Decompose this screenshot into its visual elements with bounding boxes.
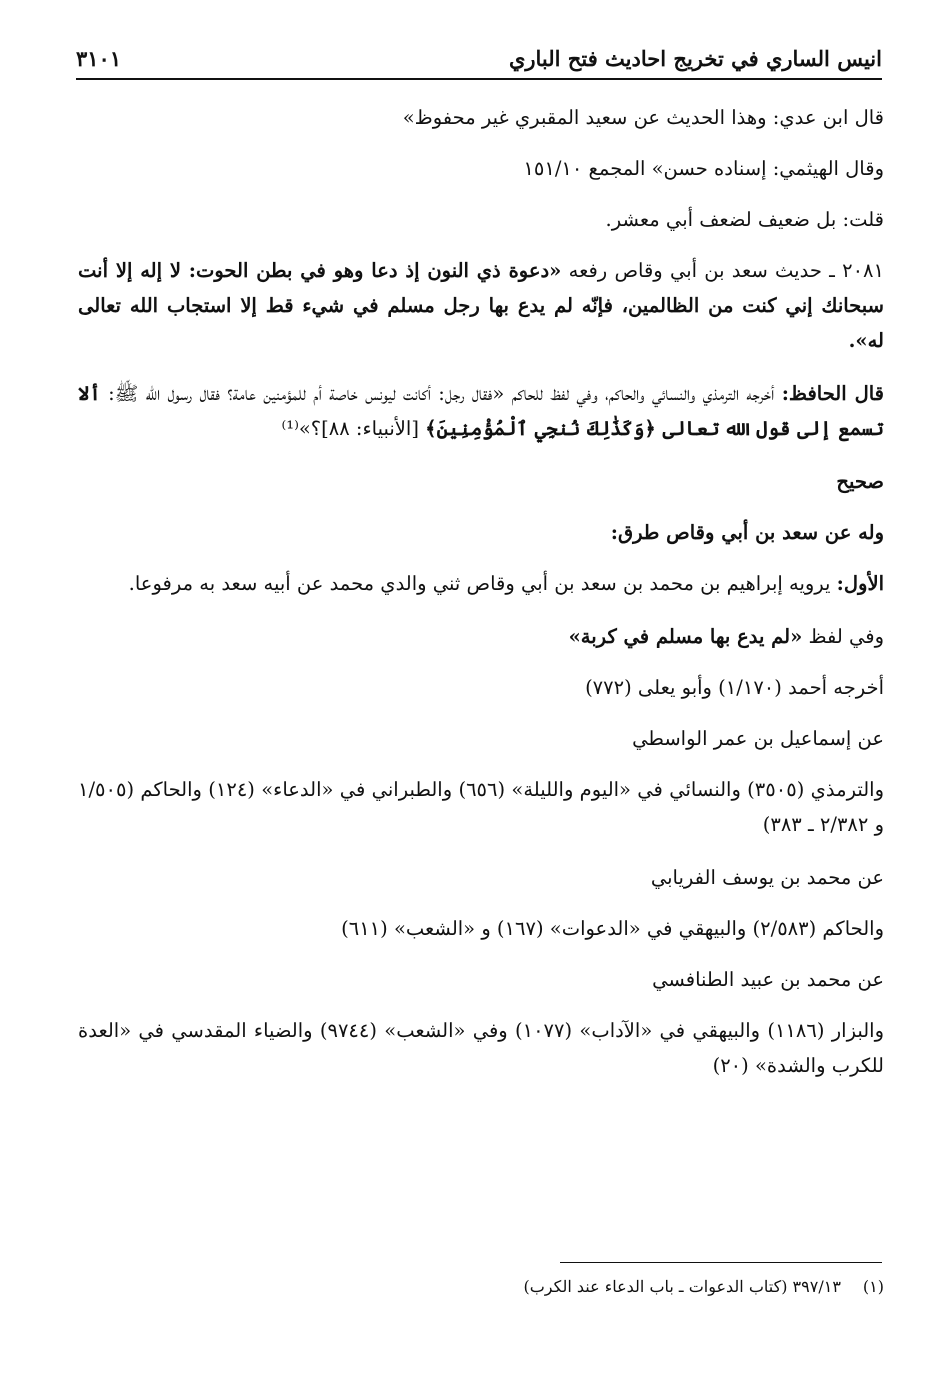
paragraph-qultu: قلت: بل ضعيف لضعف أبي معشر. [605, 208, 884, 231]
running-header [76, 40, 882, 76]
takhrij-line: والترمذي (٣٥٠٥) والنسائي في «اليوم والليلة» (٦٥٦) والطبراني في «الدعاء» (١٢٤) والحاكم (١/٥٠٥ و ٢/٣٨٢ ـ ٣٨٣) [78, 778, 884, 836]
takhrij-line: والحاكم (٢/٥٨٣) والبيهقي في «الدعوات» (١٦٧) و «الشعب» (٦١١) [341, 917, 884, 940]
paragraph-ibn-adi: قال ابن عدي: وهذا الحديث عن سعيد المقبري غير محفوظ» [402, 106, 884, 129]
hafiz-label: قال الحافظ: [781, 382, 884, 405]
isnad-line: عن إسماعيل بن عمر الواسطي [632, 727, 884, 750]
book-title: انيس الساري في تخريج احاديث فتح الباري [508, 45, 882, 71]
footnote-rule [560, 1262, 882, 1263]
first-label: الأول: [836, 572, 884, 595]
lafz-prefix: وفي لفظ [802, 625, 884, 648]
hadith-2081 [78, 253, 884, 358]
header-rule [76, 78, 882, 80]
hafiz-text: أخرجه الترمذي والنسائي والحاكم، وفي لفظ للحاكم «فقال رجل: أكانت ليونس خاصة أم للمؤمنين عامة؟ فقال رسول الله ﷺ: [100, 382, 782, 405]
paragraph-haythami: وقال الهيثمي: إسناده حسن» المجمع ١٥١/١٠ [523, 157, 884, 180]
grade-heading: صحيح [836, 470, 884, 493]
footnote-number: (١) [862, 1277, 884, 1296]
hafiz-ref: [الأنبياء: ٨٨]؟»⁽¹⁾ [281, 417, 426, 440]
takhrij-line: أخرجه أحمد (١/١٧٠) وأبو يعلى (٧٧٢) [585, 676, 884, 699]
main-text [78, 100, 884, 1101]
turuq-heading: وله عن سعد بن أبي وقاص طرق: [610, 521, 884, 544]
hadith-text: «دعوة ذي النون إذ دعا وهو في بطن الحوت: لا إله إلا أنت سبحانك إني كنت من الظالمين، فإنّه لم يدع بها رجل مسلم في شيء قط إلا استجاب الله تعالى له». [78, 259, 884, 352]
page-number: ٣١٠١ [76, 45, 122, 71]
footnote-text: ٣٩٧/١٣ (كتاب الدعوات ـ باب الدعاء عند الكرب) [523, 1277, 841, 1296]
first-text: يرويه إبراهيم بن محمد بن سعد بن أبي وقاص ثني والدي محمد عن أبيه سعد به مرفوعا. [128, 572, 837, 595]
isnad-line: عن محمد بن يوسف الفريابي [650, 866, 884, 889]
hadith-intro: ٢٠٨١ ـ حديث سعد بن أبي وقاص رفعه [561, 259, 884, 282]
lafz-text: «لم يدع بها مسلم في كربة» [568, 625, 803, 648]
hafiz-quote: ألا تسمع إلى قول الله تعالى ﴿وَكَذَٰلِكَ نُنجِي ٱلْمُؤْمِنِينَ﴾ [78, 382, 884, 440]
lafz-paragraph [78, 619, 884, 654]
hafiz-paragraph [78, 376, 884, 446]
takhrij-line: والبزار (١١٨٦) والبيهقي في «الآداب» (١٠٧٧) وفي «الشعب» (٩٧٤٤) والضياء المقدسي في «العدة للكرب والشدة» (٢٠) [78, 1019, 885, 1077]
isnad-line: عن محمد بن عبيد الطنافسي [652, 968, 884, 991]
first-route [78, 566, 884, 601]
footnote [200, 1272, 884, 1302]
